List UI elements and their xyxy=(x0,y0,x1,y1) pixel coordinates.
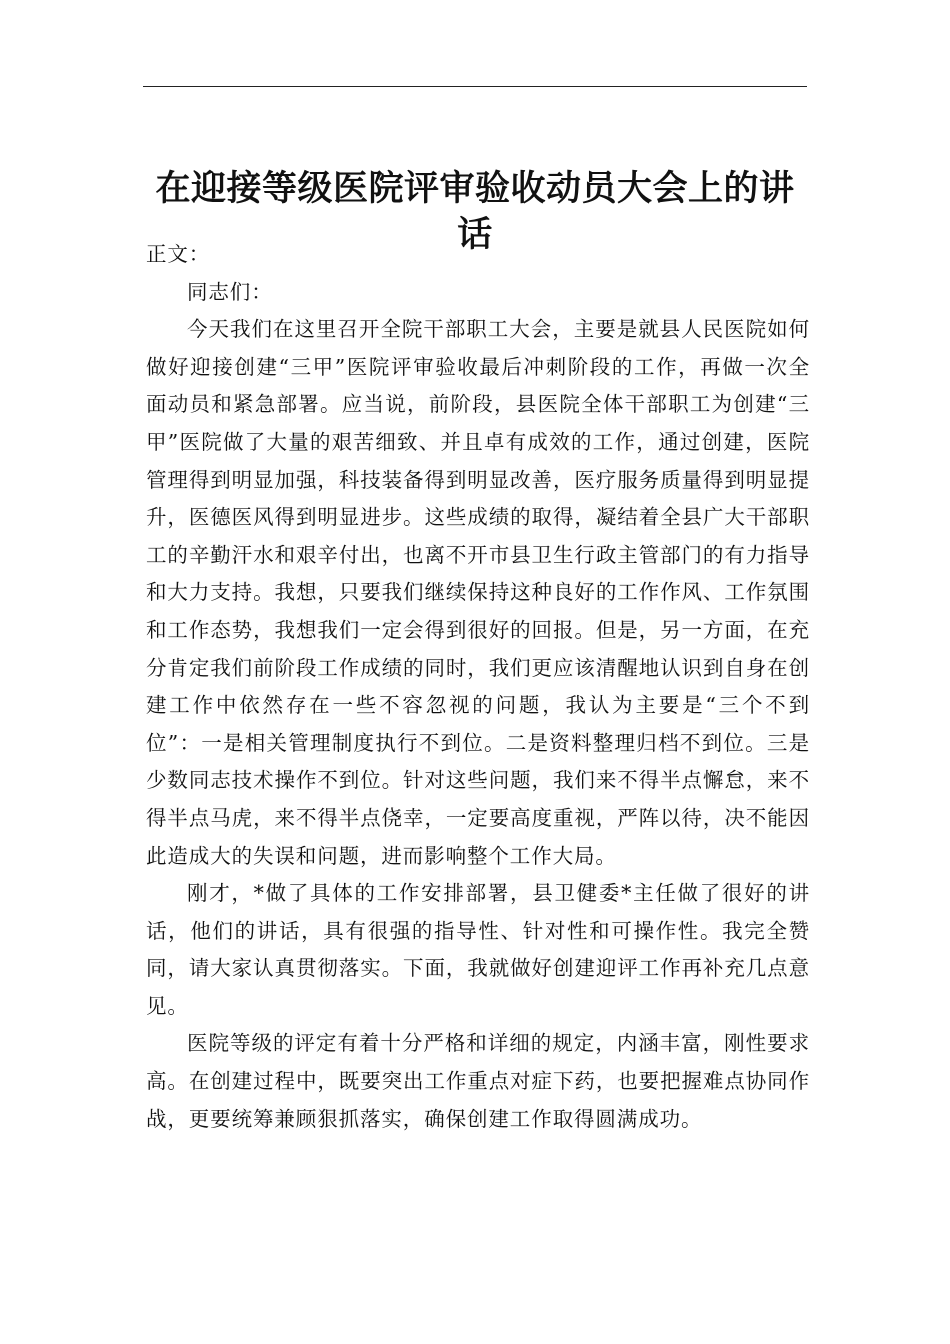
document-body xyxy=(146,236,810,1138)
document-title: 在迎接等级医院评审验收动员大会上的讲话 xyxy=(155,168,795,255)
salutation: 同志们： xyxy=(187,279,273,304)
paragraph-3: 医院等级的评定有着十分严格和详细的规定，内涵丰富，刚性要求高。在创建过程中，既要突出工作重点对症下药，也要把握难点协同作战，更要统筹兼顾狠抓落实，确保创建工作取得圆满成功。 xyxy=(146,1031,810,1131)
body-label: 正文： xyxy=(146,242,211,266)
paragraph-1: 今天我们在这里召开全院干部职工大会，主要是就县人民医院如何做好迎接创建“三甲”医院评审验收最后冲刺阶段的工作，再做一次全面动员和紧急部署。应当说，前阶段，县医院全体干部职工为创建“三甲”医院做了大量的艰苦细致、并且卓有成效的工作，通过创建，医院管理得到明显加强，科技装备得到明显改善，医疗服务质量得到明显提升，医德医风得到明显进步。这些成绩的取得，凝结着全县广大干部职工的辛勤汗水和艰辛付出，也离不开市县卫生行政主管部门的有力指导和大力支持。我想，只要我们继续保持这种良好的工作作风、工作氛围和工作态势，我想我们一定会得到很好的回报。但是，另一方面，在充分肯定我们前阶段工作成绩的同时，我们更应该清醒地认识到自身在创建工作中依然存在一些不容忽视的问题，我认为主要是“三个不到位”：一是相关管理制度执行不到位。二是资料整理归档不到位。三是少数同志技术操作不到位。针对这些问题，我们来不得半点懈怠，来不得半点马虎，来不得半点侥幸，一定要高度重视，严阵以待，决不能因此造成大的失误和问题，进而影响整个工作大局。 xyxy=(146,317,810,868)
header-rule xyxy=(143,86,807,87)
paragraph-2: 刚才，*做了具体的工作安排部署，县卫健委*主任做了很好的讲话，他们的讲话，具有很强的指导性、针对性和可操作性。我完全赞同，请大家认真贯彻落实。下面，我就做好创建迎评工作再补充几点意见。 xyxy=(146,881,810,1018)
